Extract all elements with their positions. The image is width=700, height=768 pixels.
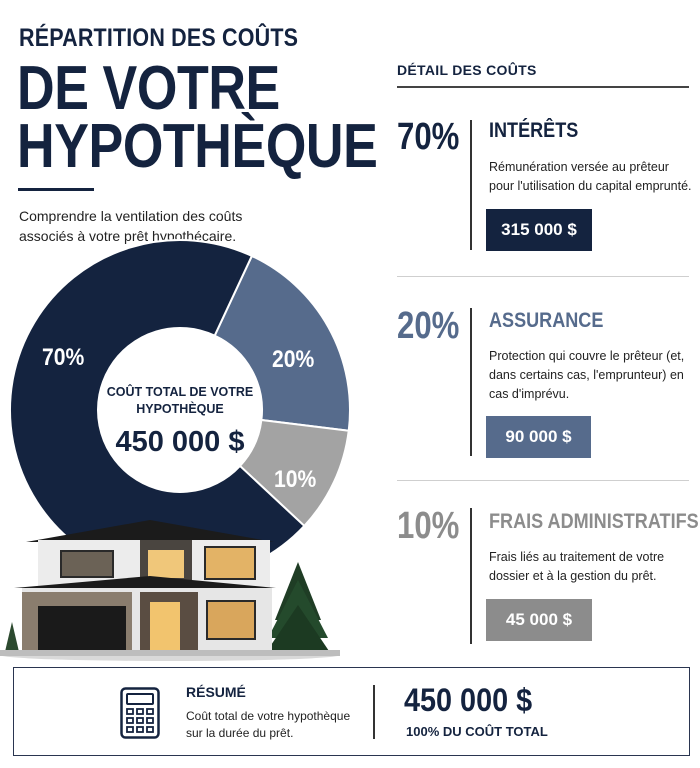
title-line-1: RÉPARTITION DES COÛTS (19, 24, 299, 52)
detail-desc-interets: Rémunération versée au prêteur pour l'utilisation du capital emprunté. (489, 160, 692, 193)
title-line-3: HYPOTHÈQUE (17, 112, 378, 181)
summary-box (13, 667, 690, 756)
summary-amount: 450 000 $ (404, 682, 533, 718)
subtitle: Comprendre la ventilation des coûts associés à votre prêt hypothécaire. (19, 208, 243, 244)
details-heading-rule (397, 86, 689, 88)
detail-divider (470, 120, 472, 250)
detail-separator (397, 276, 689, 277)
details-heading: DÉTAIL DES COÛTS (397, 62, 537, 78)
summary-divider (373, 685, 375, 739)
detail-title-assurance: ASSURANCE (489, 309, 604, 332)
detail-separator (397, 480, 689, 481)
detail-percent-assurance: 20% (397, 305, 460, 347)
title-line-2: DE VOTRE (17, 54, 280, 123)
summary-amount-caption: 100% DU COÛT TOTAL (406, 724, 548, 739)
detail-amount-interets: 315 000 $ (486, 209, 592, 251)
detail-desc-frais: Frais liés au traitement de votre dossier et à la gestion du prêt. (489, 550, 665, 583)
donut-center-amount: 450 000 $ (115, 426, 245, 458)
house-illustration (0, 510, 340, 662)
detail-desc-assurance: Protection qui couvre le prêteur (et, dans certains cas, l'emprunteur) en cas d'imprévu. (489, 349, 685, 401)
detail-divider (470, 308, 472, 456)
calculator-icon (120, 687, 160, 739)
slice-label-interets: 70% (42, 344, 85, 371)
detail-amount-assurance: 90 000 $ (486, 416, 591, 458)
detail-title-frais: FRAIS ADMINISTRATIFS (489, 510, 699, 533)
detail-amount-frais: 45 000 $ (486, 599, 592, 641)
detail-title-interets: INTÉRÊTS (489, 119, 579, 142)
detail-percent-interets: 70% (397, 116, 460, 158)
donut-center-label: COÛT TOTAL DE VOTRE HYPOTHÈQUE (106, 385, 254, 416)
slice-label-assurance: 20% (272, 346, 315, 373)
detail-divider (470, 508, 472, 644)
summary-description: Coût total de votre hypothèque sur la durée du prêt. (186, 709, 351, 740)
summary-title: RÉSUMÉ (186, 684, 246, 700)
detail-percent-frais: 10% (397, 505, 460, 547)
slice-label-frais: 10% (274, 466, 317, 493)
title-underline (18, 188, 94, 191)
